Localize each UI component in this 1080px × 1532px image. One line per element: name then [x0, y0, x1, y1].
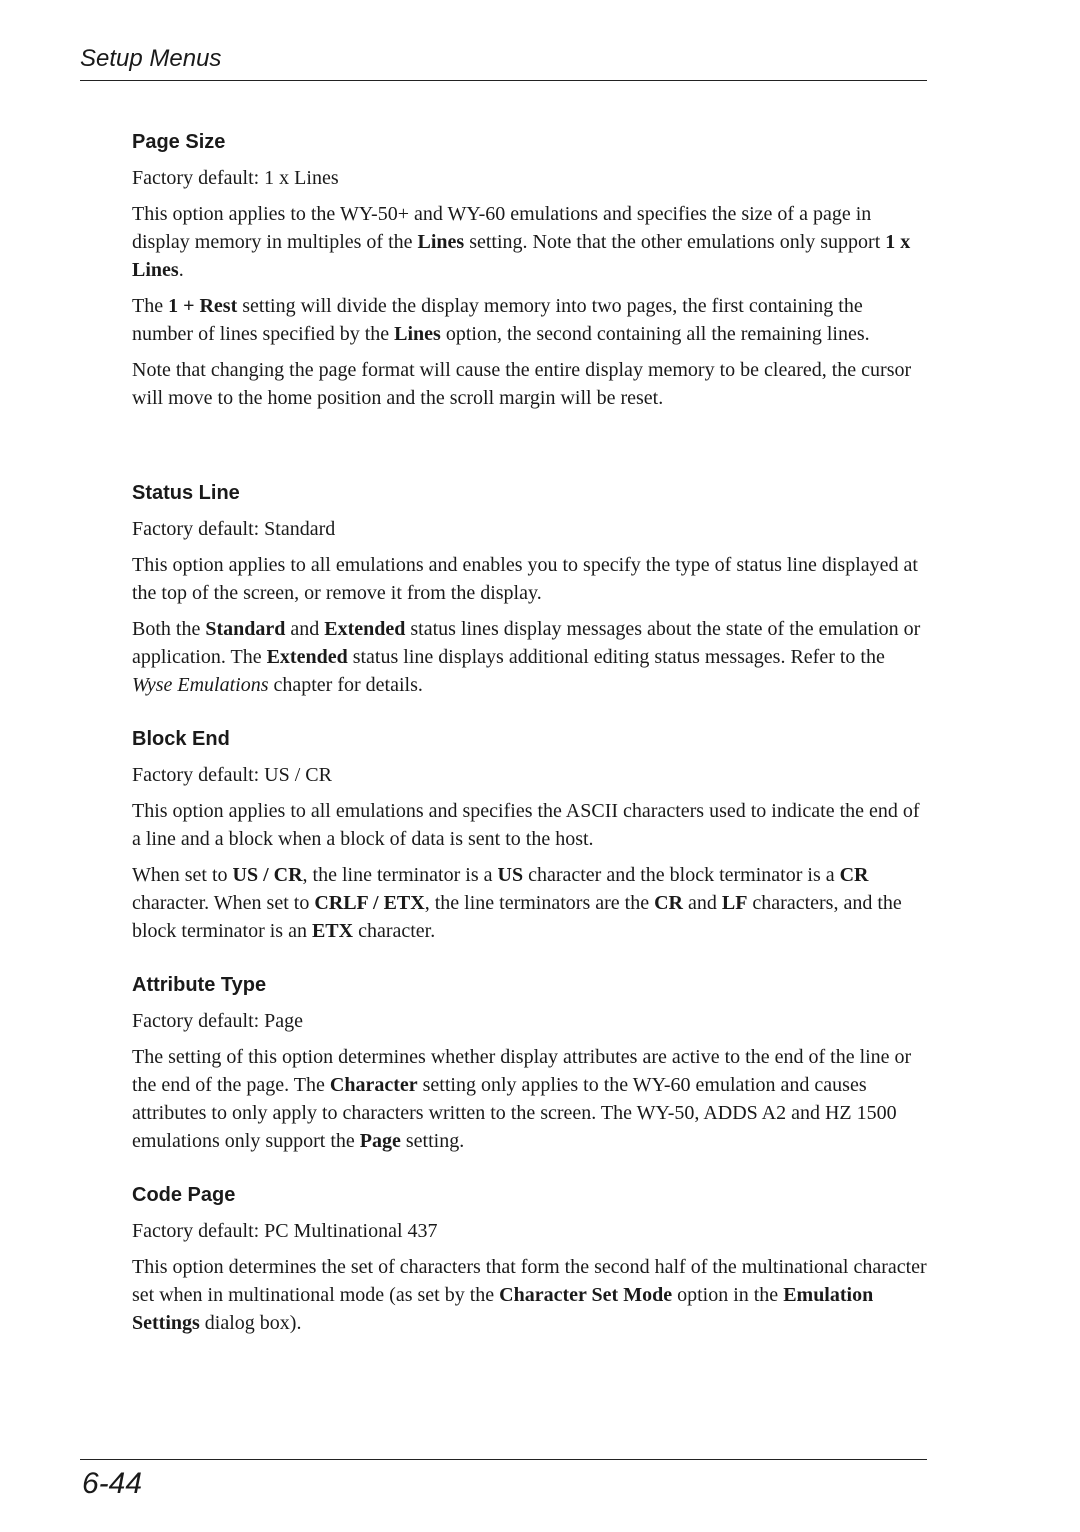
factory-default: Factory default: PC Multinational 437: [132, 1220, 438, 1242]
paragraph: The setting of this option determines whether display attributes are active to the end of the line or the end of the page. The Character setting only applies to the WY-60 emulation and causes attributes to only apply to characters written to the screen. The WY-50, ADDS A2 and HZ 1500 emulations only support the Page setting.: [132, 1046, 912, 1152]
paragraph: This option applies to the WY-50+ and WY-60 emulations and specifies the size of a page in display memory in multiples of the Lines setting. Note that the other emulations only support 1 x Lines.: [132, 203, 911, 281]
paragraph: This option applies to all emulations and specifies the ASCII characters used to indicate the end of a line and a block when a block of data is sent to the host.: [132, 800, 920, 850]
factory-default: Factory default: Standard: [132, 518, 336, 540]
section-heading: Page Size: [132, 131, 226, 153]
factory-default: Factory default: 1 x Lines: [132, 167, 339, 189]
section-heading: Attribute Type: [132, 974, 267, 996]
section-attribute-type: [132, 973, 927, 1163]
paragraph: The 1 + Rest setting will divide the display memory into two pages, the first containing the number of lines specified by the Lines option, the second containing all the remaining lines.: [132, 295, 870, 345]
section-heading: Code Page: [132, 1184, 236, 1206]
factory-default: Factory default: Page: [132, 1010, 304, 1032]
section-page-size: [132, 130, 927, 420]
paragraph: This option applies to all emulations and enables you to specify the type of status line displayed at the top of the screen, or remove it from the display.: [132, 554, 918, 604]
page-number: 6-44: [82, 1467, 143, 1500]
paragraph: When set to US / CR, the line terminator is a US character and the block terminator is a CR character. When set to CRLF / ETX, the line terminators are the CR and LF characters, and the block terminator is an ETX character.: [132, 864, 902, 942]
header-rule: [80, 80, 927, 81]
section-block-end: [132, 727, 927, 953]
factory-default: Factory default: US / CR: [132, 764, 332, 786]
footer-rule: [80, 1459, 927, 1460]
paragraph: This option determines the set of characters that form the second half of the multinational character set when in multinational mode (as set by the Character Set Mode option in the Emulation Settings dialog box).: [132, 1256, 927, 1334]
paragraph: Note that changing the page format will cause the entire display memory to be cleared, the cursor will move to the home position and the scroll margin will be reset.: [132, 359, 912, 409]
paragraph: Both the Standard and Extended status lines display messages about the state of the emulation or application. The Extended status line displays additional editing status messages. Refer to the Wyse Emulations chapter for details.: [132, 618, 921, 696]
running-header: Setup Menus: [80, 45, 222, 72]
section-heading: Block End: [132, 728, 230, 750]
section-heading: Status Line: [132, 482, 240, 504]
section-code-page: [132, 1183, 927, 1345]
section-status-line: [132, 481, 927, 707]
